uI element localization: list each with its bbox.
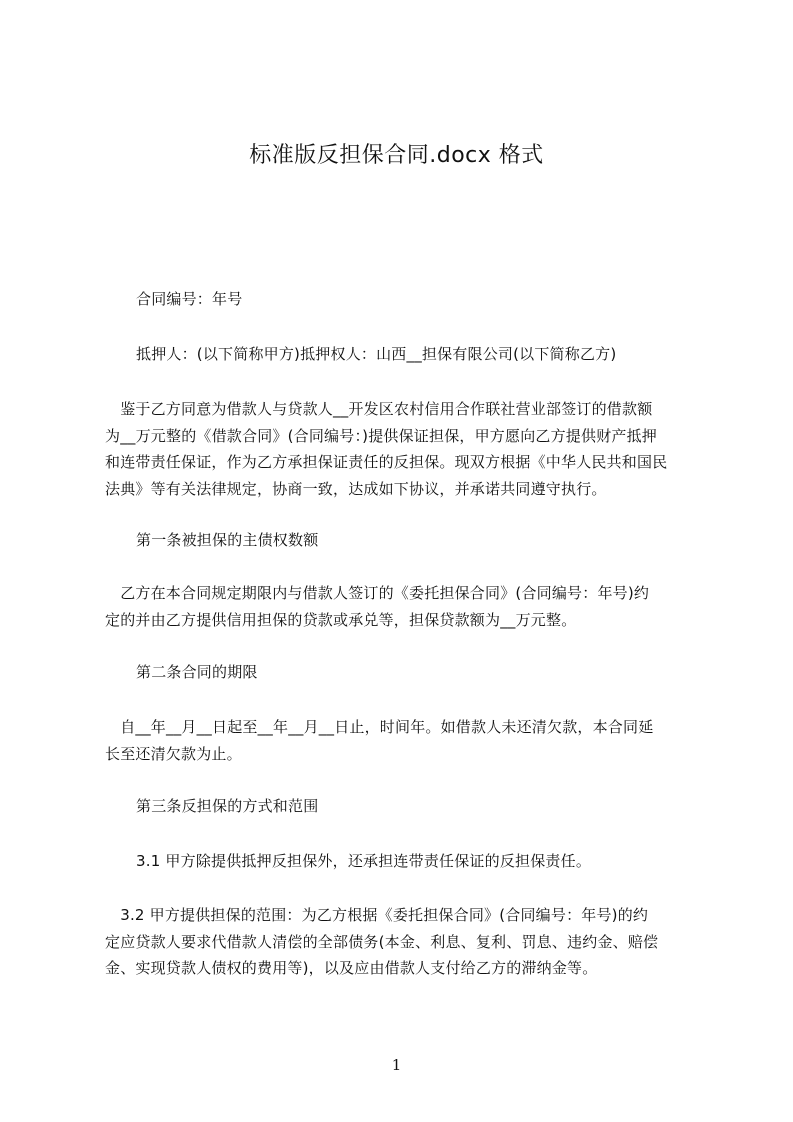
article3-clause-2 [105, 902, 701, 982]
article3-clause-1: 3.1 甲方除提供抵押反担保外，还承担连带责任保证的反担保责任。 [136, 852, 592, 870]
article3-clause-2-line: 金、实现贷款人债权的费用等)，以及应由借款人支付给乙方的滞纳金等。 [105, 959, 598, 977]
article3-heading: 第三条反担保的方式和范围 [136, 797, 319, 815]
article1-line: 乙方在本合同规定期限内与借款人签订的《委托担保合同》(合同编号：年号)约 [105, 584, 650, 602]
preamble-line: 为__万元整的《借款合同》(合同编号：)提供保证担保，甲方愿向乙方提供财产抵押 [105, 426, 658, 445]
article2-heading: 第二条合同的期限 [136, 663, 258, 681]
contract-parties: 抵押人：(以下简称甲方)抵押权人：山西__担保有限公司(以下简称乙方) [136, 345, 617, 363]
article3-clause-2-line: 定应贷款人要求代借款人清偿的全部债务(本金、利息、复利、罚息、违约金、赔偿 [105, 932, 659, 951]
preamble-line: 和连带责任保证，作为乙方承担保证责任的反担保。现双方根据《中华人民共和国民 [105, 453, 668, 471]
article1-heading: 第一条被担保的主债权数额 [136, 531, 319, 549]
page-number: 1 [391, 1056, 402, 1074]
article2-line: 自__年__月__日起至__年__月__日止，时间年。如借款人未还清欠款，本合同延 [105, 718, 654, 736]
article2-line: 长至还清欠款为止。 [105, 744, 242, 763]
article3-clause-2-line: 3.2 甲方提供担保的范围：为乙方根据《委托担保合同》(合同编号：年号)的约 [105, 906, 649, 924]
preamble-line: 法典》等有关法律规定，协商一致，达成如下协议，并承诺共同遵守执行。 [105, 479, 607, 498]
document-title: 标准版反担保合同.docx 格式 [249, 143, 544, 168]
article1-line: 定的并由乙方提供信用担保的贷款或承兑等，担保贷款额为__万元整。 [105, 610, 577, 629]
article2-paragraph [105, 714, 701, 767]
preamble-paragraph [105, 396, 701, 502]
contract-number: 合同编号：年号 [136, 290, 243, 308]
article1-paragraph [105, 580, 701, 633]
preamble-line: 鉴于乙方同意为借款人与贷款人__开发区农村信用合作联社营业部签订的借款额 [105, 400, 653, 418]
